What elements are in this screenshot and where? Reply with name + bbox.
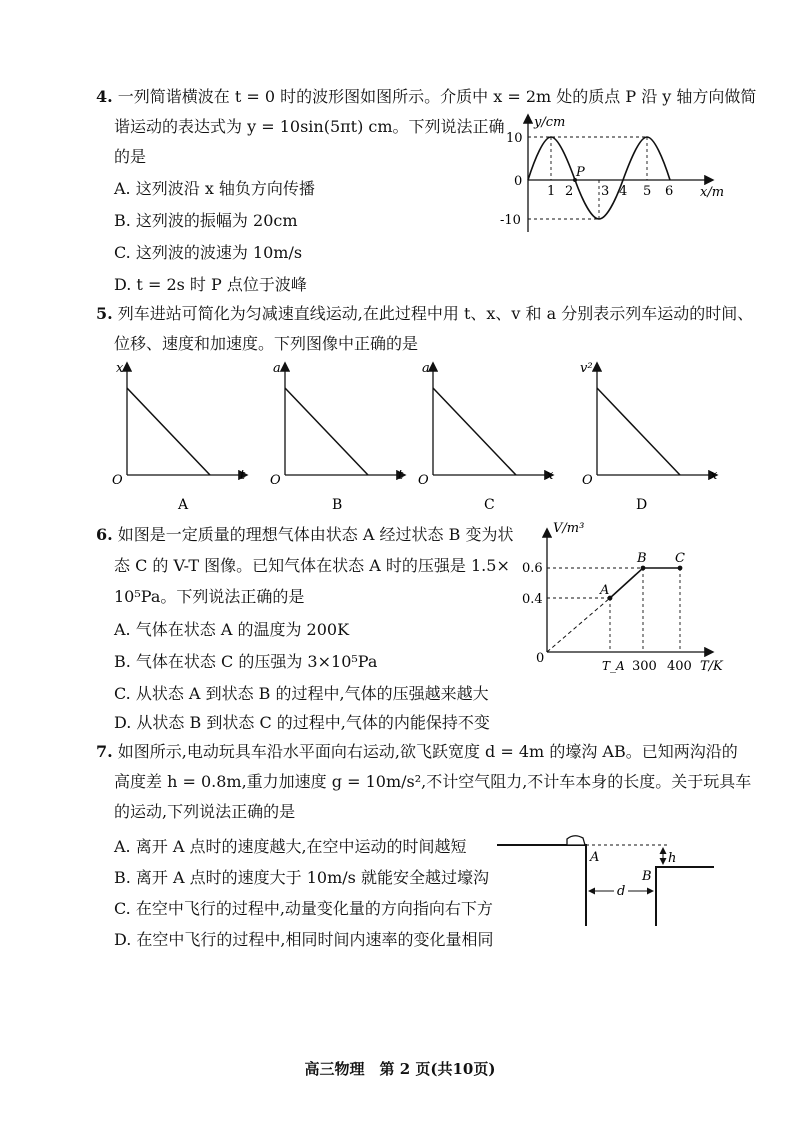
q4-xtick-5: 5 — [643, 184, 652, 199]
q6-point-b — [641, 566, 646, 571]
q5-graph-b — [270, 361, 404, 513]
q4-xtick-3: 3 — [601, 184, 610, 199]
q4-ytick-10: 10 — [506, 131, 523, 146]
q6-ylabel: V/m³ — [553, 521, 585, 536]
q5-b-xlabel: t — [398, 468, 404, 483]
q7-right-bank — [656, 867, 714, 926]
q6-stem-2: 态 C 的 V-T 图像。已知气体在状态 A 时的压强是 1.5× — [114, 556, 510, 575]
q6-option-c: C. 从状态 A 到状态 B 的过程中,气体的压强越来越大 — [114, 684, 489, 703]
q5-c-ylabel: a — [422, 361, 430, 376]
q6-line1 — [96, 524, 513, 546]
q7-stem-1: 如图所示,电动玩具车沿水平面向右运动,欲飞跃宽度 d = 4m 的壕沟 AB。已知两沟沿的 — [117, 742, 738, 761]
q5-a-line — [127, 388, 210, 475]
q6-origin-a-dashed — [547, 598, 610, 652]
q7-label-h: h — [668, 851, 677, 866]
q6-option-a: A. 气体在状态 A 的温度为 200K — [114, 620, 350, 639]
q4-ylabel: y/cm — [534, 115, 566, 130]
q5-d-xlabel: x — [710, 468, 718, 483]
q6-ytick-06: 0.6 — [522, 561, 543, 576]
q5-c-xlabel: x — [546, 468, 554, 483]
q5-c-line — [433, 388, 516, 475]
q6-vt-graph — [515, 520, 730, 675]
q5-b-line — [285, 388, 368, 475]
q5-b-label: B — [332, 497, 343, 513]
q7-option-c: C. 在空中飞行的过程中,动量变化量的方向指向右下方 — [114, 899, 493, 918]
q6-xtick-ta: T_A — [602, 659, 625, 673]
q5-graph-c — [418, 361, 554, 513]
q6-label-c: C — [675, 551, 685, 566]
q6-xlabel: T/K — [700, 659, 723, 674]
q6-number: 6. — [96, 525, 113, 544]
q4-number: 4. — [96, 87, 113, 106]
q6-xtick-400: 400 — [667, 659, 692, 674]
q4-xtick-2: 2 — [565, 184, 574, 199]
q6-stem-1: 如图是一定质量的理想气体由状态 A 经过状态 B 变为状 — [117, 525, 514, 544]
q4-origin: 0 — [514, 174, 523, 189]
q4-ytick-neg10: -10 — [500, 213, 521, 228]
q6-label-a: A — [600, 583, 610, 598]
q4-xtick-1: 1 — [547, 184, 556, 199]
q7-label-b: B — [642, 869, 652, 884]
q5-a-xlabel: t — [240, 468, 246, 483]
q7-number: 7. — [96, 742, 113, 761]
q7-stem-2: 高度差 h = 0.8m,重力加速度 g = 10m/s²,不计空气阻力,不计车本身的长度。关于玩具车 — [114, 772, 752, 791]
q5-d-ylabel: v² — [580, 361, 593, 376]
q7-option-d: D. 在空中飞行的过程中,相同时间内速率的变化量相同 — [114, 930, 494, 949]
q5-graphs — [100, 355, 740, 515]
q7-stem-3: 的运动,下列说法正确的是 — [114, 802, 296, 821]
q5-c-origin: O — [418, 473, 429, 488]
page-footer: 高三物理 第 2 页(共10页) — [304, 1060, 496, 1078]
q5-b-ylabel: a — [273, 361, 281, 376]
q4-line1 — [96, 86, 756, 108]
q5-graph-d — [580, 361, 718, 513]
q7-option-b: B. 离开 A 点时的速度大于 10m/s 就能安全越过壕沟 — [114, 868, 489, 887]
q4-option-a: A. 这列波沿 x 轴负方向传播 — [114, 179, 315, 198]
q5-d-line — [597, 388, 680, 475]
q6-option-b: B. 气体在状态 C 的压强为 3×10⁵Pa — [114, 652, 378, 671]
q4-option-b: B. 这列波的振幅为 20cm — [114, 211, 298, 230]
q6-process-line — [610, 568, 680, 598]
q4-xlabel: x/m — [700, 185, 725, 200]
q7-left-bank — [497, 845, 586, 926]
q5-a-origin: O — [112, 473, 123, 488]
q6-stem-3: 10⁵Pa。下列说法正确的是 — [114, 587, 305, 606]
q5-stem-2: 位移、速度和加速度。下列图像中正确的是 — [114, 334, 419, 353]
q7-label-a: A — [590, 850, 600, 865]
q6-label-b: B — [637, 551, 647, 566]
q4-stem-2: 谐运动的表达式为 y = 10sin(5πt) cm。下列说法正确 — [114, 117, 505, 136]
q5-d-label: D — [636, 497, 648, 513]
q5-stem-1: 列车进站可简化为匀减速直线运动,在此过程中用 t、x、v 和 a 分别表示列车运动的时间、 — [117, 304, 754, 323]
q5-b-origin: O — [270, 473, 281, 488]
q5-number: 5. — [96, 304, 113, 323]
q4-stem-1: 一列简谐横波在 t = 0 时的波形图如图所示。介质中 x = 2m 处的质点 P 沿 y 轴方向做简 — [117, 87, 757, 106]
q6-point-c — [678, 566, 683, 571]
q7-toy-car — [567, 836, 585, 845]
q6-origin: 0 — [536, 651, 545, 666]
q5-a-ylabel: x — [116, 361, 124, 376]
q7-line1 — [96, 741, 738, 763]
q4-point-label: P — [576, 165, 585, 180]
q4-option-c: C. 这列波的波速为 10m/s — [114, 243, 303, 262]
q5-graph-a — [112, 361, 246, 513]
q7-label-d: d — [617, 884, 626, 899]
q5-c-label: C — [484, 497, 495, 513]
q4-xtick-4: 4 — [619, 184, 628, 199]
q4-wave-graph — [495, 108, 735, 248]
q4-stem-3: 的是 — [114, 147, 147, 166]
q5-a-label: A — [178, 497, 189, 513]
q5-line1 — [96, 303, 753, 325]
q7-option-a: A. 离开 A 点时的速度越大,在空中运动的时间越短 — [114, 837, 467, 856]
q6-xtick-300: 300 — [632, 659, 657, 674]
q5-d-origin: O — [582, 473, 593, 488]
q6-option-d: D. 从状态 B 到状态 C 的过程中,气体的内能保持不变 — [114, 713, 490, 732]
q7-ditch-figure — [490, 825, 725, 935]
q6-ytick-04: 0.4 — [522, 592, 543, 607]
q4-option-d: D. t = 2s 时 P 点位于波峰 — [114, 275, 307, 294]
q4-xtick-6: 6 — [665, 184, 674, 199]
